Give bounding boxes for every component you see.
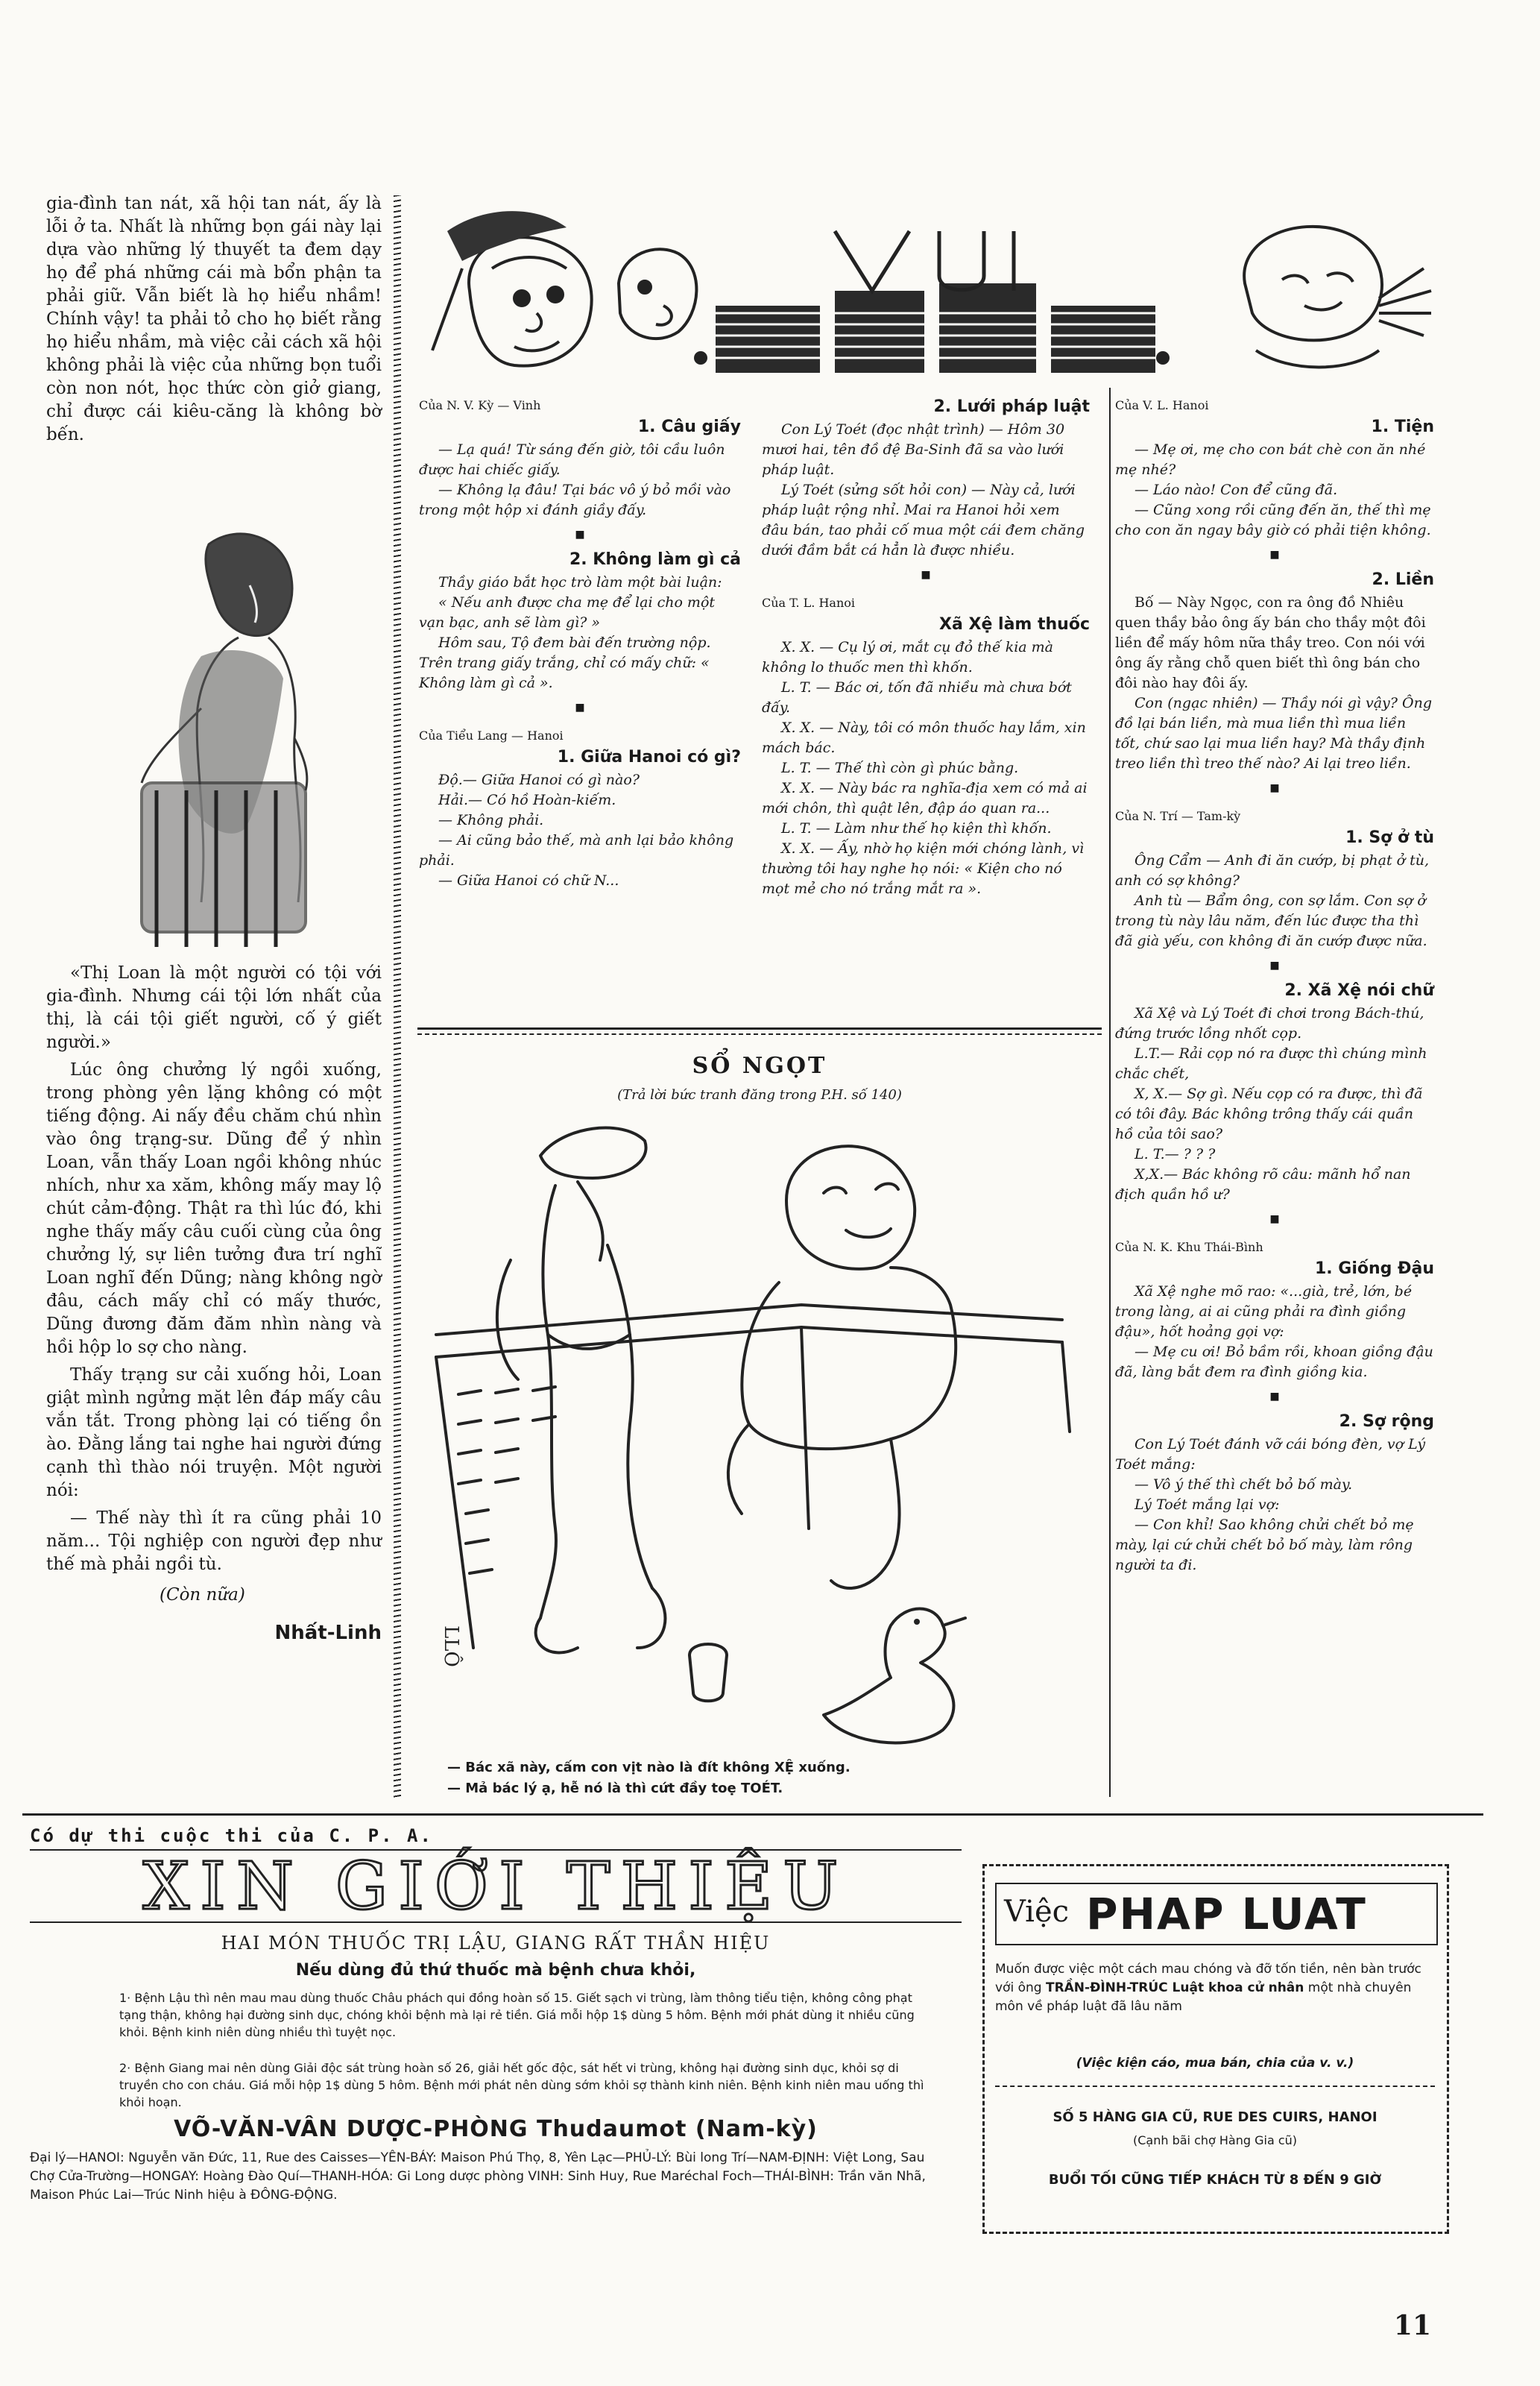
joke-line: Lý Toét mắng lại vợ:	[1135, 1496, 1280, 1513]
joke-body	[762, 420, 1090, 561]
joke-line: — Mẹ cu ơi! Bỏ bầm rồi, khoan giồng đậu đã, làng bắt đem ra đình giồng kia.	[1115, 1344, 1433, 1380]
section-divider	[417, 1033, 1102, 1035]
jokes-column-c	[1115, 388, 1434, 1576]
serial-paragraph: «Thị Loan là một người có tội với gia-đình. Nhưng cái tội lớn nhất của thị, là cái tội giết người, cố ý giết người.»	[46, 963, 382, 1052]
ad-phap-luat-box	[982, 1864, 1449, 2234]
joke-title: 1. Giống Đậu	[1314, 1259, 1434, 1278]
joke-line: Hôm sau, Tộ đem bài đến trường nộp. Trên trang giấy trắng, chỉ có mấy chữ: « Không làm gì cả ».	[419, 635, 711, 691]
joke-body	[1115, 593, 1434, 774]
joke-title: 2. Lưới pháp luật	[933, 397, 1090, 416]
joke-line: X, X.— Sợ gì. Nếu cọp có ra được, thì đã có tôi đây. Bác không trông thấy cái quần hồ của tôi sao?	[1115, 1086, 1423, 1142]
joke-title: 1. Giữa Hanoi có gì?	[557, 748, 741, 767]
joke-line: — Không phải.	[438, 812, 544, 828]
joke-line: Con (ngạc nhiên) — Thầy nói gì vậy? Ông đồ lại bán liền, mà mua liền thì mua liền tốt, chứ sao lại mua liền hay? Mà thầy định treo liền thì treo thế nào? Ai lại treo liền.	[1115, 695, 1432, 772]
joke-line: Xã Xệ nghe mõ rao: «...già, trẻ, lớn, bé trong làng, ai ai cũng phải ra đình giồng đậu», hốt hoảng gọi vợ:	[1115, 1283, 1413, 1340]
ad-subheadline: HAI MÓN THUỐC TRỊ LẬU, GIANG RẤT THẦN HIỆU	[221, 1933, 771, 1954]
jokes-column-a	[419, 388, 741, 891]
vui-cuoi-header-art	[417, 201, 1498, 388]
joke-body	[1115, 851, 1434, 951]
joke-line: X. X. — Ấy, nhờ họ kiện mới chóng lành, vì thường tôi hay nghe họ nói: « Kiện cho nó mọt mẻ cho nó trắng mắt ra ».	[762, 840, 1085, 897]
ad-note: (Việc kiện cáo, mua bán, chia của v. v.)	[1076, 2056, 1354, 2071]
cartoon-caption-1: — Bác xã này, cấm con vịt nào là đít không XỆ xuống.	[447, 1760, 851, 1775]
joke-line: — Vô ý thế thì chết bỏ bố mày.	[1135, 1476, 1353, 1493]
joke-line: Anh tù — Bẩm ông, con sợ lắm. Con sợ ở trong tù này lâu năm, đến lúc được tha thì đã già yếu, con không đi ăn cướp được nữa.	[1115, 893, 1427, 949]
joke-body	[762, 638, 1090, 899]
section-divider	[22, 1813, 1483, 1816]
ad-body-text-2: một nhà chuyên môn về pháp luật đã lâu năm	[995, 1980, 1412, 2014]
column-divider	[1109, 388, 1111, 1797]
page-number: 11	[1393, 2310, 1431, 2341]
joke-line: L. T. — Làm như thế họ kiện thì khốn.	[781, 820, 1052, 837]
joke-separator: ■	[1269, 549, 1280, 561]
cartoon-subtitle: (Trả lời bức tranh đăng trong P.H. số 140)	[617, 1087, 902, 1103]
joke-separator: ■	[921, 569, 931, 581]
joke-line: — Giữa Hanoi có chữ N...	[438, 872, 619, 889]
serial-paragraph: gia-đình tan nát, xã hội tan nát, ấy là lỗi ở ta. Nhất là những bọn gái này lại dựa vào những lý thuyết ta đem dạy họ để phá những cái mà bổn phận ta phải giữ. Vẫn biết là họ hiểu nhầm! Chính vậy! ta phải tỏ cho họ biết rằng họ hiểu nhầm, mà việc cải cách xã hội không phải là việc của những bọn tuổi còn non nót, học thức còn giở giang, chỉ được cái kiêu-căng là không bờ bến.	[46, 194, 382, 444]
serial-paragraph: Lúc ông chưởng lý ngồi xuống, trong phòng yên lặng không có một tiếng động. Ai nấy đều chăm chú nhìn vào ông trạng-sư. Dũng để ý nhìn Loan, vẫn thấy Loan ngồi không nhúc nhích, như xa xăm, không mấy may lộ chút cảm-động. Thật ra thì lúc đó, khi nghe thấy mấy câu cuối cùng của ông chưởng lý, sự liên tưởng đưa trí nghĩ Loan nghĩ đến Dũng; nàng không ngờ đâu, cách mấy chỉ có mấy thước, Dũng đương đăm đăm nhìn nàng và hồi hộp lo sợ cho nàng.	[46, 1060, 382, 1357]
joke-credit: Của N. V. Kỳ — Vinh	[419, 398, 541, 412]
column-divider	[394, 195, 401, 1798]
section-divider	[417, 1027, 1102, 1030]
ad-agents: Đại lý—HANOI: Nguyễn văn Đức, 11, Rue des Caisses—YÊN-BÁY: Maison Phú Thọ, 8, Yên Lạc—PHỦ-LÝ: Bùi long Trí—NAM-ĐỊNH: Việt Long, Sau Chợ Cửa-Trường—HONGAY: Hoàng Đào Quí—THANH-HÓA: Gi Long dược phòng VINH: Sinh Huy, Rue Maréchal Foch—THÁI-BÌNH: Trần văn Nhã, Maison Phúc Lai—Trúc Ninh hiệu à ĐÔNG-ĐỘNG.	[30, 2150, 926, 2203]
ad-lawyer-name: TRẦN-ĐÌNH-TRÚC Luật khoa cử nhân	[1045, 1980, 1304, 1995]
joke-title: 1. Câu giấy	[637, 418, 741, 436]
ad-phap-luat-headline: PHAP LUAT	[1086, 1889, 1367, 1939]
joke-credit: Của N. Trí — Tam-kỳ	[1115, 809, 1241, 823]
joke-line: Lý Toét (sửng sốt hỏi con) — Này cả, lưới pháp luật rộng nhỉ. Mai ra Hanoi hỏi xem đâu bán, tao phải cố mua một cái đem chăng dưới đầm bắt cá hẳn là được nhiều.	[762, 482, 1085, 558]
joke-title: Xã Xệ làm thuốc	[939, 615, 1090, 634]
joke-line: — Mẹ ơi, mẹ cho con bát chè con ăn nhé mẹ nhé?	[1115, 441, 1426, 478]
joke-line: Hải.— Có hồ Hoàn-kiếm.	[438, 792, 616, 808]
joke-line: L. T.— ? ? ?	[1135, 1146, 1216, 1162]
serial-continued: (Còn nữa)	[160, 1585, 245, 1605]
ad-contest-line: Có dự thi cuộc thi của C. P. A.	[30, 1825, 433, 1846]
joke-line: — Lạ quá! Từ sáng đến giờ, tôi cầu luôn được hai chiếc giấy.	[419, 441, 725, 478]
joke-line: Xã Xệ và Lý Toét đi chơi trong Bách-thú, đứng trước lồng nhốt cọp.	[1115, 1005, 1424, 1042]
joke-title: 1. Sợ ở tù	[1345, 828, 1434, 847]
joke-credit: Của T. L. Hanoi	[762, 596, 856, 610]
joke-body	[419, 573, 741, 693]
joke-separator: ■	[1269, 960, 1280, 972]
joke-title: 1. Tiện	[1371, 418, 1434, 436]
joke-body	[419, 440, 741, 520]
joke-line: L. T. — Thế thì còn gì phúc bằng.	[781, 760, 1019, 776]
joke-line: L. T. — Bác ơi, tốn đã nhiều mà chưa bớt đấy.	[762, 679, 1072, 716]
joke-line: X. X. — Cụ lý ơi, mắt cụ đỏ thế kia mà không lo thuốc men thì khốn.	[762, 639, 1053, 676]
ad-bold-line: Nếu dùng đủ thứ thuốc mà bệnh chưa khỏi,	[295, 1961, 696, 1980]
joke-line: — Cũng xong rồi cũng đến ăn, thế thì mẹ cho con ăn ngay bây giờ có phải tiện không.	[1115, 502, 1431, 538]
joke-body	[419, 770, 741, 891]
ad-address: SỐ 5 HÀNG GIA CŨ, RUE DES CUIRS, HANOI	[1053, 2109, 1378, 2125]
joke-body	[1115, 1004, 1434, 1205]
woman-illustration	[60, 514, 373, 954]
joke-line: Con Lý Toét đánh vỡ cái bóng đèn, vợ Lý Toét mắng:	[1115, 1436, 1426, 1473]
joke-line: L.T.— Rải cọp nó ra được thì chúng mình chắc chết,	[1115, 1045, 1427, 1082]
joke-title: 2. Liền	[1372, 570, 1434, 589]
joke-line: — Con khỉ! Sao không chửi chết bỏ mẹ mày, lại cứ chửi chết bỏ bố mày, làm rông người ta đi.	[1115, 1517, 1414, 1573]
joke-line: — Ai cũng bảo thế, mà anh lại bảo không phải.	[419, 832, 734, 869]
joke-body	[1115, 440, 1434, 541]
serial-story-continued	[46, 962, 382, 1649]
joke-line: X. X. — Này bác ra nghĩa-địa xem có mả ai mới chôn, thì quật lên, đập áo quan ra...	[762, 780, 1088, 816]
joke-line: — Láo nào! Con để cũng đã.	[1135, 482, 1338, 498]
joke-line: « Nếu anh được cha mẹ để lại cho một vạn bạc, anh sẽ làm gì? »	[419, 594, 716, 631]
cartoon-signature: LLÔ	[440, 1625, 462, 1667]
joke-title: 2. Sợ rộng	[1339, 1412, 1434, 1431]
cartoon-caption-2: — Mả bác lý ạ, hễ nó là thì cứt đầy toẹ TOÉT.	[447, 1781, 783, 1796]
ad-address-note: (Cạnh bãi chợ Hàng Gia cũ)	[1132, 2133, 1298, 2147]
joke-separator: ■	[575, 702, 585, 714]
serial-story	[46, 192, 382, 451]
joke-separator: ■	[1269, 1391, 1280, 1403]
joke-line: Con Lý Toét (đọc nhật trình) — Hôm 30 mươi hai, tên đồ đệ Ba-Sinh đã sa vào lưới pháp luật.	[762, 421, 1065, 478]
ad-header-band	[995, 1883, 1438, 1945]
ad-body-text: Muốn được việc một cách mau chóng và đỡ tốn tiền, nên bàn trước với ông	[995, 1962, 1421, 1995]
joke-separator: ■	[1269, 782, 1280, 794]
ad-item-2: 2· Bệnh Giang mai nên dùng Giải độc sát trùng hoàn số 26, giải hết gốc độc, sát hết vi trùng, không hại đường sinh dục, khỏi sợ di truyền cho con cháu. Giá mỗi hộp 1$ dùng 5 hôm. Bệnh mới phát nên dùng sớm khỏi sợ thành kinh niên. Bệnh kinh niên mau uống thì khỏi hoạn.	[119, 2061, 924, 2109]
joke-body	[1115, 1435, 1434, 1576]
serial-author: Nhất-Linh	[274, 1622, 382, 1644]
ad-body	[995, 1960, 1435, 2016]
ad-pharmacy-name: VÕ-VĂN-VÂN DƯỢC-PHÒNG Thudaumot (Nam-kỳ)	[174, 2116, 818, 2142]
serial-paragraph: Thấy trạng sư cải xuống hỏi, Loan giật mình ngửng mặt lên đáp mấy câu vắn tắt. Trong phòng lại có tiếng ồn ào. Đằng lắng tai nghe hai người đứng cạnh thì thào nói truyện. Một người nói:	[46, 1365, 382, 1500]
joke-credit: Của Tiểu Lang — Hanoi	[419, 728, 564, 743]
ad-divider	[995, 2086, 1435, 2087]
joke-body	[1115, 1282, 1434, 1382]
ad-hours: BUỔI TỐI CŨNG TIẾP KHÁCH TỪ 8 ĐẾN 9 GIỜ	[1048, 2172, 1382, 2188]
joke-line: Ông Cẩm — Anh đi ăn cướp, bị phạt ở tù, anh có sợ không?	[1115, 852, 1430, 889]
joke-separator: ■	[1269, 1213, 1280, 1225]
ad-headline: XIN GIỚI THIỆU	[30, 1849, 962, 1923]
jokes-column-b	[762, 388, 1090, 899]
serial-paragraph: — Thế này thì ít ra cũng phải 10 năm... Tội nghiệp con người đẹp như thế mà phải ngồi tù.	[46, 1508, 382, 1574]
joke-separator: ■	[575, 529, 585, 541]
joke-credit: Của V. L. Hanoi	[1115, 398, 1209, 412]
joke-line: — Không lạ đâu! Tại bác vô ý bỏ mồi vào trong một hộp xi đánh giầy đấy.	[419, 482, 731, 518]
joke-line: Thầy giáo bắt học trò làm một bài luận:	[438, 574, 722, 591]
joke-credit: Của N. K. Khu Thái-Bình	[1115, 1240, 1263, 1254]
cartoon-illustration	[429, 1111, 1092, 1760]
joke-title: 2. Xã Xệ nói chữ	[1284, 981, 1434, 1000]
ad-viec: Việc	[1004, 1895, 1070, 1929]
ad-item-1: 1· Bệnh Lậu thì nên mau mau dùng thuốc Châu phách qui đồng hoàn số 15. Giết sạch vi trùng, làm thông tiểu tiện, không công phạt tạng thận, không hại đường sinh dục, chóng khỏi bệnh mà lại rẻ tiền. Giá mỗi hộp 1$ dùng 5 hôm. Bệnh mới phát dùng it nhiều cũng khỏi. Bệnh kinh niên dùng nhiều thì tuyệt nọc.	[119, 1991, 915, 2039]
header-title: VUI CƯỜI	[417, 201, 422, 202]
joke-line: Bố — Này Ngọc, con ra ông đồ Nhiêu quen thầy bảo ông ấy bán cho thầy một đôi liền để mấy hôm nữa thầy treo. Con nói với ông ấy rằng chỗ quen biết thì ông bán cho đôi nào hay đôi ấy.	[1115, 594, 1426, 691]
joke-line: Độ.— Giữa Hanoi có gì nào?	[438, 772, 640, 788]
joke-line: X,X.— Bác không rõ câu: mãnh hổ nan địch quần hồ ư?	[1115, 1166, 1411, 1203]
joke-title: 2. Không làm gì cả	[569, 550, 741, 569]
joke-line: X. X. — Này, tôi có môn thuốc hay lắm, xin mách bác.	[762, 720, 1086, 756]
cartoon-title: SỔ NGỌT	[692, 1053, 827, 1079]
